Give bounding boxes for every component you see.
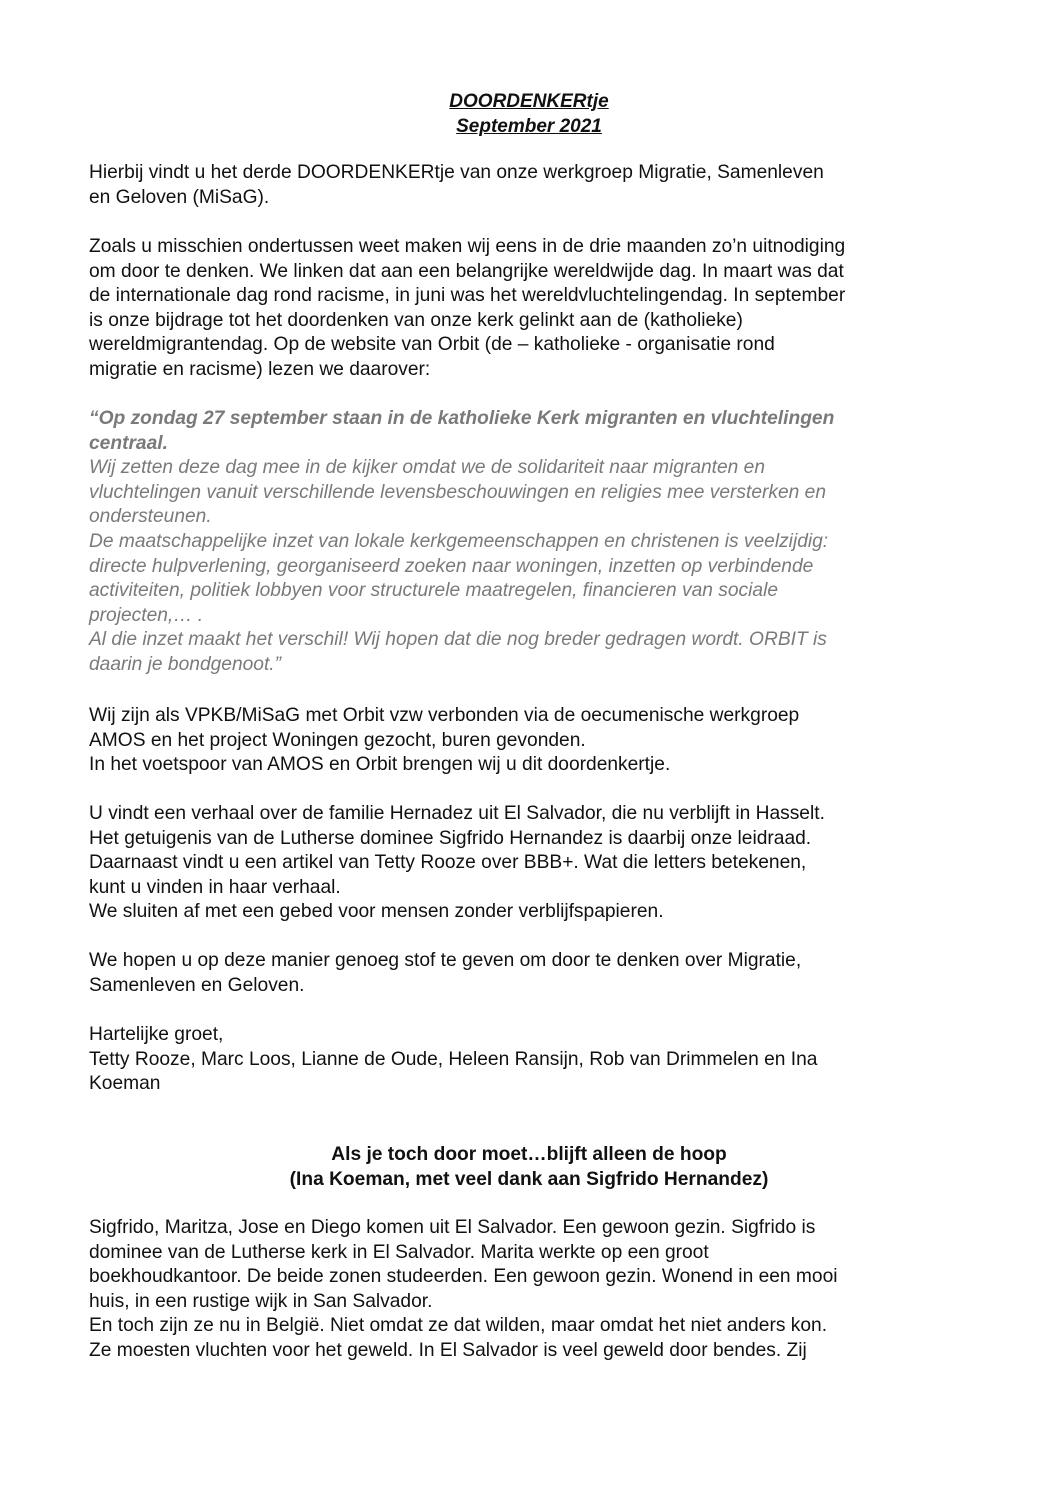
article-heading xyxy=(0,1143,1058,1192)
article-body xyxy=(89,1216,939,1364)
closing-line: Hartelijke groet, xyxy=(89,1024,224,1045)
contents-paragraph xyxy=(89,802,939,925)
article-line: dominee van de Lutherse kerk in El Salvador. Marita werkte op een groot xyxy=(89,1241,709,1263)
contents-line: U vindt een verhaal over de familie Hernadez uit El Salvador, die nu verblijft in Hasselt. xyxy=(89,803,825,824)
quote-line: projecten,… . xyxy=(89,604,204,626)
quote-line: ondersteunen. xyxy=(89,506,212,528)
document-date: September 2021 xyxy=(456,115,602,137)
quote-line: directe hulpverlening, georganiseerd zoeken naar woningen, inzetten op verbindende xyxy=(89,555,814,577)
intro-line: Hierbij vindt u het derde DOORDENKERtje van onze werkgroep Migratie, Samenleven xyxy=(89,162,824,183)
context-line: migratie en racisme) lezen we daarover: xyxy=(89,358,431,380)
quote-line: daarin je bondgenoot.” xyxy=(89,653,282,675)
quote-heading-line: “Op zondag 27 september staan in de katholieke Kerk migranten en vluchtelingen xyxy=(89,408,835,429)
signatories-line: Tetty Rooze, Marc Loos, Lianne de Oude, Heleen Ransijn, Rob van Drimmelen en Ina xyxy=(89,1048,818,1070)
signatories-line: Koeman xyxy=(89,1073,161,1095)
contents-line: kunt u vinden in haar verhaal. xyxy=(89,876,341,898)
connection-paragraph xyxy=(89,704,939,778)
context-line: is onze bijdrage tot het doordenken van onze kerk gelinkt aan de (katholieke) xyxy=(89,309,743,331)
quote-line: Wij zetten deze dag mee in de kijker omdat we de solidariteit naar migranten en xyxy=(89,457,766,479)
quote-line: De maatschappelijke inzet van lokale kerkgemeenschappen en christenen is veelzijdig: xyxy=(89,530,829,552)
article-subtitle: (Ina Koeman, met veel dank aan Sigfrido Hernandez) xyxy=(289,1168,769,1190)
article-line: Sigfrido, Maritza, Jose en Diego komen uit El Salvador. Een gewoon gezin. Sigfrido is xyxy=(89,1217,816,1238)
quote-line: activiteiten, politiek lobbyen voor structurele maatregelen, financieren van sociale xyxy=(89,580,778,602)
hope-line: We hopen u op deze manier genoeg stof te geven om door te denken over Migratie, xyxy=(89,950,802,971)
intro-paragraph xyxy=(89,161,939,210)
article-line: boekhoudkantoor. De beide zonen studeerden. Een gewoon gezin. Wonend in een mooi xyxy=(89,1266,838,1288)
context-line: om door te denken. We linken dat aan een belangrijke wereldwijde dag. In maart was dat xyxy=(89,260,844,282)
context-line: de internationale dag rond racisme, in juni was het wereldvluchtelingendag. In september xyxy=(89,285,846,307)
quote-heading-line: centraal. xyxy=(89,432,168,454)
connection-line: Wij zijn als VPKB/MiSaG met Orbit vzw verbonden via de oecumenische werkgroep xyxy=(89,705,800,726)
contents-line: Daarnaast vindt u een artikel van Tetty Rooze over BBB+. Wat die letters betekenen, xyxy=(89,852,807,874)
document-title: DOORDENKERtje xyxy=(449,91,609,112)
intro-line: en Geloven (MiSaG). xyxy=(89,186,270,208)
context-line: Zoals u misschien ondertussen weet maken wij eens in de drie maanden zo’n uitnodiging xyxy=(89,236,846,257)
closing-paragraph xyxy=(89,1023,939,1097)
context-line: wereldmigrantendag. Op de website van Orbit (de – katholieke - organisatie rond xyxy=(89,334,775,356)
hope-paragraph xyxy=(89,949,939,998)
quote-line: vluchtelingen vanuit verschillende levensbeschouwingen en religies mee versterken en xyxy=(89,481,827,503)
article-title: Als je toch door moet…blijft alleen de hoop xyxy=(331,1144,727,1165)
connection-line: AMOS en het project Woningen gezocht, buren gevonden. xyxy=(89,729,586,751)
quote-line: Al die inzet maakt het verschil! Wij hopen dat die nog breder gedragen wordt. ORBIT is xyxy=(89,629,827,651)
article-line: huis, in een rustige wijk in San Salvador. xyxy=(89,1290,433,1312)
article-line: En toch zijn ze nu in België. Niet omdat ze dat wilden, maar omdat het niet anders kon. xyxy=(89,1315,828,1337)
document-title-block xyxy=(0,90,1058,139)
hope-line: Samenleven en Geloven. xyxy=(89,974,305,996)
orbit-quote xyxy=(89,407,939,678)
connection-line: In het voetspoor van AMOS en Orbit brengen wij u dit doordenkertje. xyxy=(89,754,671,776)
article-line: Ze moesten vluchten voor het geweld. In El Salvador is veel geweld door bendes. Zij xyxy=(89,1339,807,1361)
contents-line: Het getuigenis van de Lutherse dominee Sigfrido Hernandez is daarbij onze leidraad. xyxy=(89,827,812,849)
context-paragraph xyxy=(89,235,939,383)
contents-line: We sluiten af met een gebed voor mensen zonder verblijfspapieren. xyxy=(89,901,664,923)
